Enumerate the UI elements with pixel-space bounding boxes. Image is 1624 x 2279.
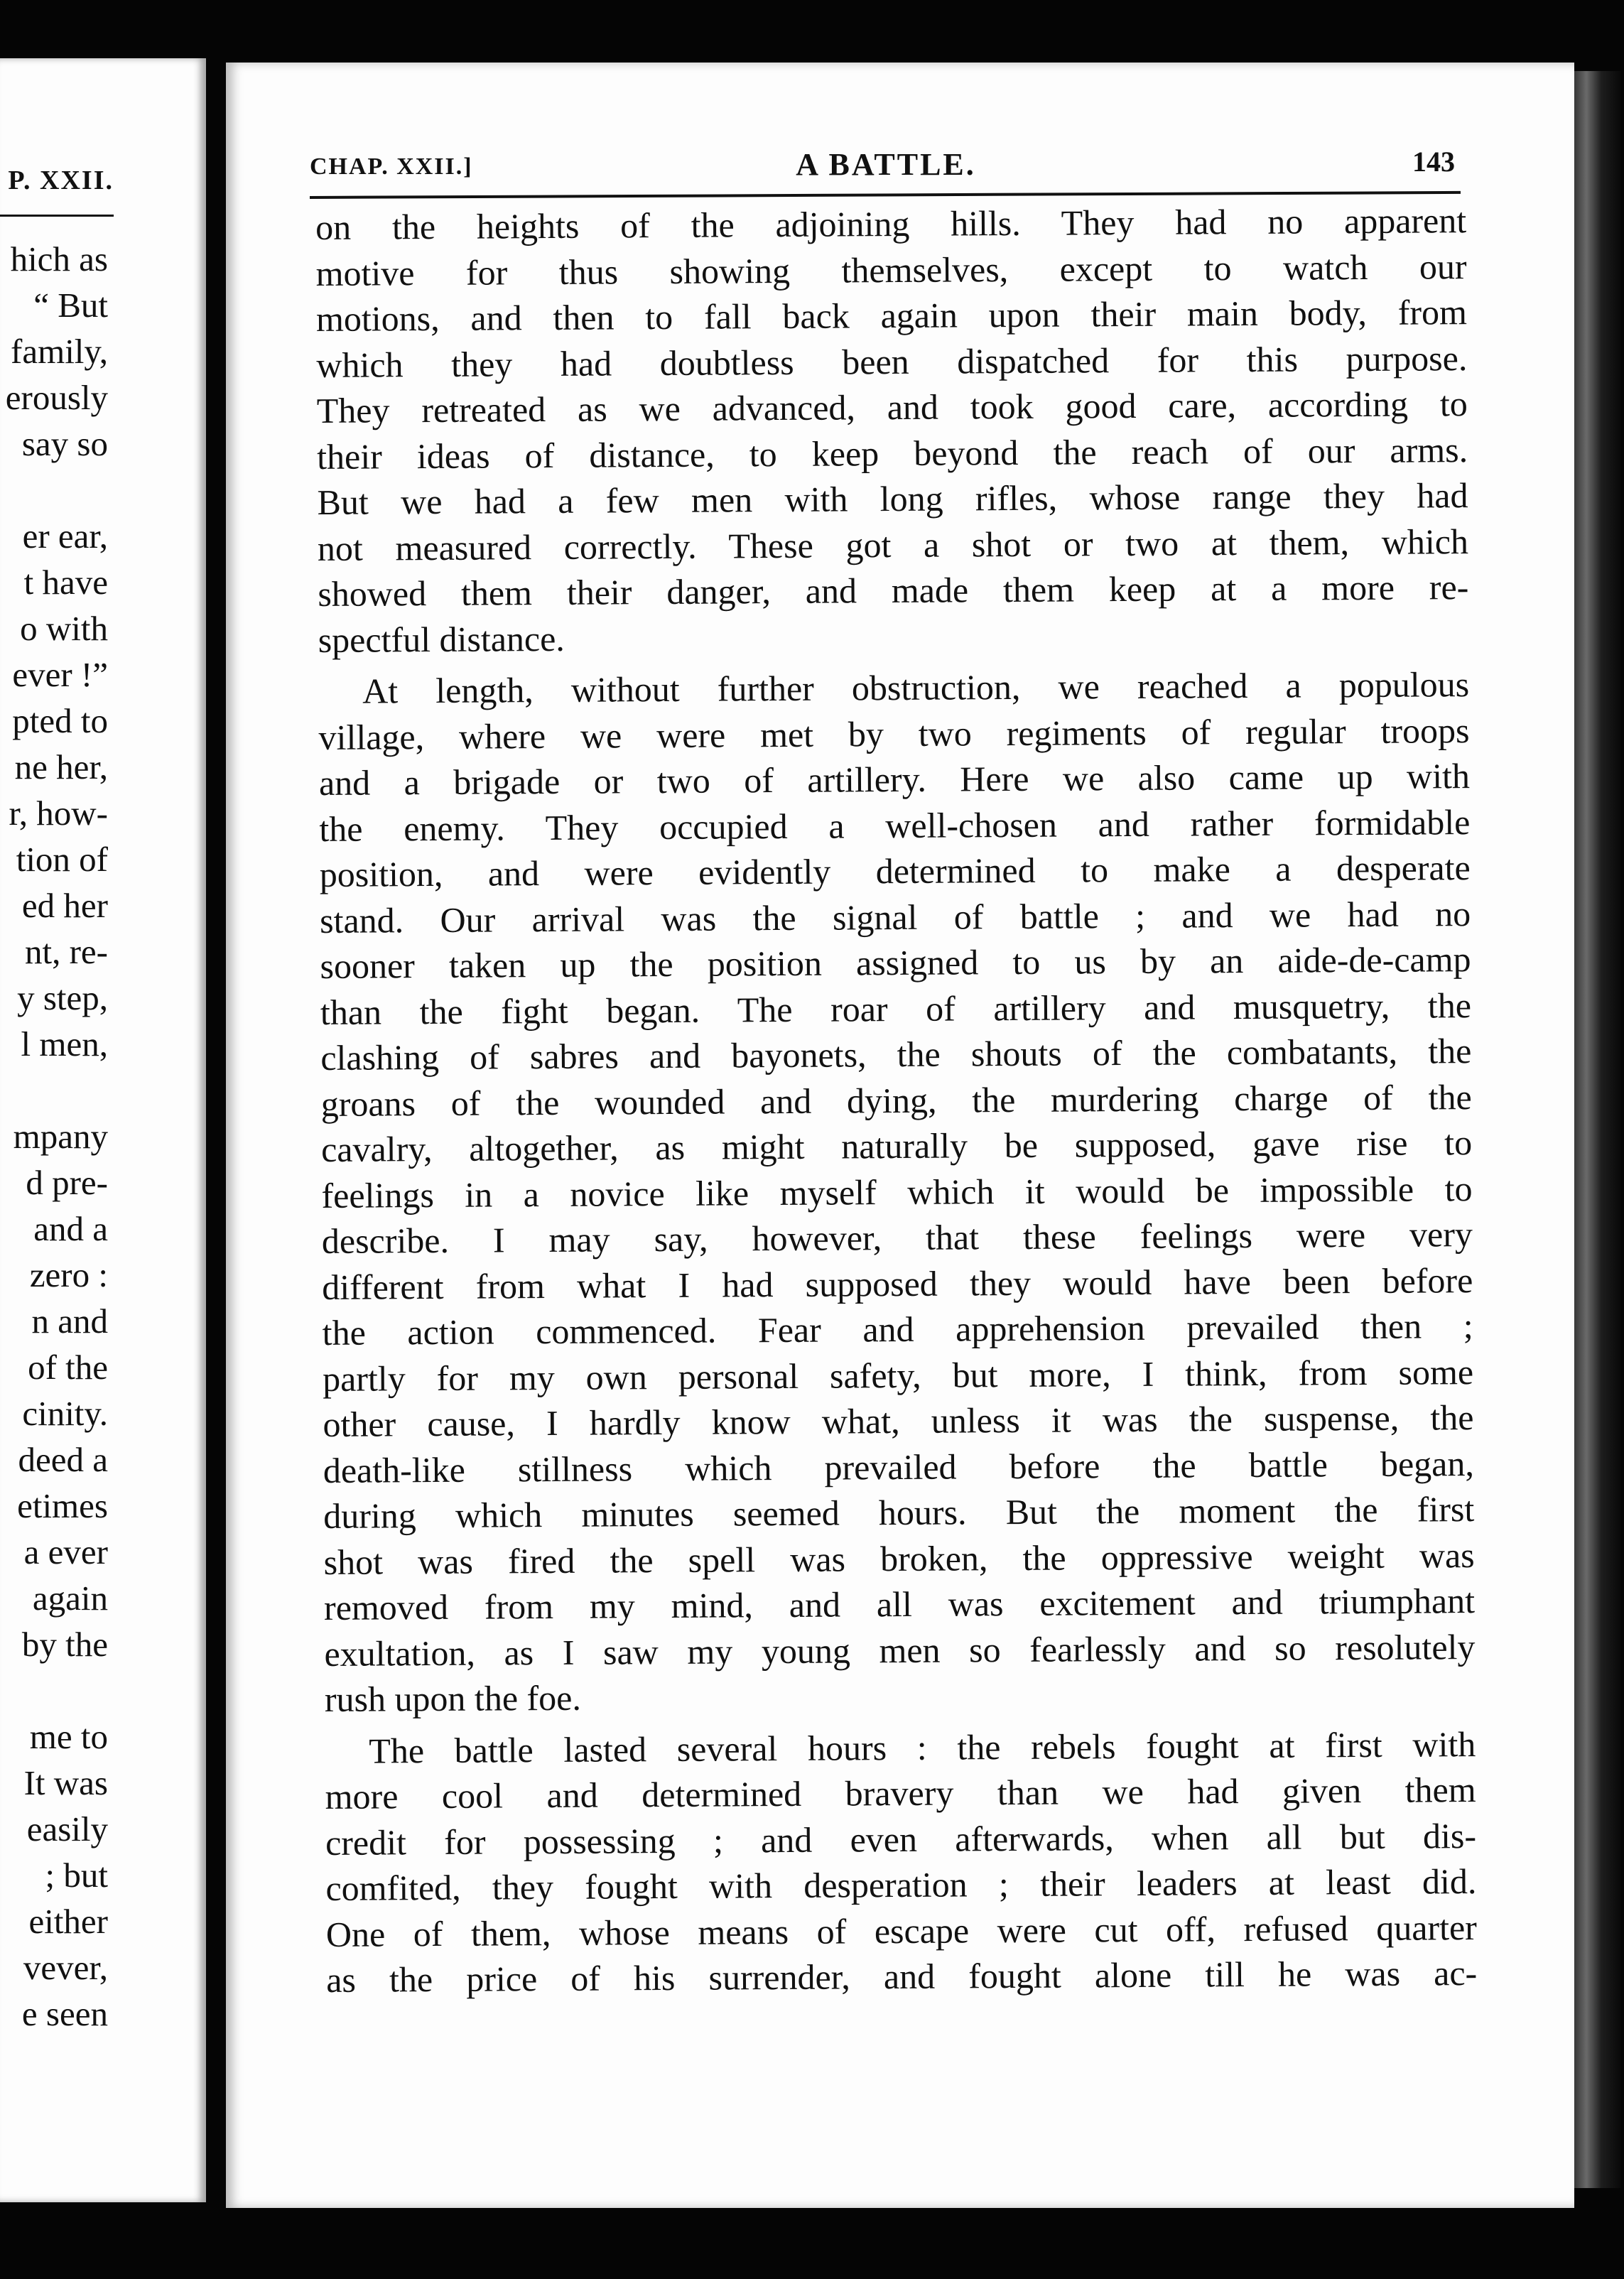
text-line: feelings in a novice like myself which it would be impossible to bbox=[321, 1168, 1473, 1216]
text-line: removed from my mind, and all was excitement and triumphant bbox=[323, 1581, 1476, 1628]
previous-page-line: zero : bbox=[29, 1255, 108, 1294]
previous-page-line: easily bbox=[26, 1809, 108, 1848]
previous-page-line: nt, re- bbox=[25, 932, 108, 971]
text-line: the action commenced. Fear and apprehension prevailed then ; bbox=[322, 1306, 1473, 1353]
previous-page-line: er ear, bbox=[22, 516, 108, 556]
paragraph bbox=[315, 197, 1469, 663]
previous-page-line: t have bbox=[23, 563, 108, 602]
previous-page-line: by the bbox=[21, 1625, 108, 1664]
text-line: other cause, I hardly know what, unless it was the suspense, the bbox=[323, 1397, 1474, 1444]
previous-page-line: of the bbox=[28, 1348, 108, 1387]
previous-page-paragraph-gap bbox=[6, 1067, 108, 1113]
previous-page-text bbox=[6, 236, 108, 2037]
text-line: sooner taken up the position assigned to us by an aide-de-camp bbox=[320, 939, 1471, 986]
text-line: during which minutes seemed hours. But the moment the first bbox=[323, 1489, 1475, 1536]
previous-page-head-rule bbox=[0, 215, 114, 217]
text-line: their ideas of distance, to keep beyond the reach of our arms. bbox=[316, 429, 1468, 477]
chapter-label: CHAP. XXII.] bbox=[310, 153, 473, 180]
previous-page-line: family, bbox=[11, 332, 108, 371]
text-line: cavalry, altogether, as might naturally be supposed, gave rise to bbox=[320, 1122, 1473, 1169]
text-line: The battle lasted several hours : the rebels fought at first with bbox=[369, 1723, 1476, 1771]
previous-page-line: vever, bbox=[23, 1948, 108, 1987]
text-line: and a brigade or two of artillery. Here we also came up with bbox=[318, 756, 1471, 803]
text-line: One of them, whose means of escape were cut off, refused quarter bbox=[325, 1907, 1478, 1954]
text-line: stand. Our arrival was the signal of battle ; and we had no bbox=[319, 893, 1471, 941]
previous-page-line: d pre- bbox=[26, 1163, 108, 1202]
text-line: rush upon the foe. bbox=[324, 1677, 582, 1719]
previous-page-line: pted to bbox=[12, 701, 108, 740]
text-line: than the fight began. The roar of artillery and musquetry, the bbox=[320, 985, 1472, 1032]
previous-page-line: hich as bbox=[10, 239, 108, 278]
previous-page-line: r, how- bbox=[9, 794, 108, 833]
previous-page-running-head: P. XXII. bbox=[8, 166, 114, 195]
previous-page-line: again bbox=[32, 1579, 108, 1618]
body-text bbox=[315, 197, 1477, 2003]
text-line: clashing of sabres and bayonets, the shouts of the combatants, the bbox=[320, 1031, 1472, 1078]
text-line: the enemy. They occupied a well-chosen and rather formidable bbox=[319, 801, 1471, 849]
previous-page-line: either bbox=[28, 1902, 108, 1941]
previous-page-line: and a bbox=[33, 1209, 108, 1248]
book-page bbox=[226, 63, 1574, 2208]
text-line: At length, without further obstruction, we reached a populous bbox=[362, 664, 1470, 711]
previous-page-line: cinity. bbox=[22, 1394, 108, 1433]
previous-page-line: a ever bbox=[23, 1532, 108, 1571]
previous-page-line: tion of bbox=[16, 840, 108, 879]
previous-page-line: e seen bbox=[21, 1994, 108, 2033]
previous-page-line: y step, bbox=[17, 978, 108, 1017]
previous-page-line: erously bbox=[5, 378, 108, 417]
page-edge-shadow bbox=[1571, 71, 1621, 2188]
previous-page-line: ; but bbox=[45, 1856, 108, 1895]
text-line: more cool and determined bravery than we had given them bbox=[325, 1770, 1476, 1817]
previous-page-line: ne her, bbox=[14, 747, 108, 786]
previous-page-line: “ But bbox=[33, 286, 108, 325]
text-line: position, and were evidently determined to make a desperate bbox=[319, 848, 1471, 894]
previous-page-line: say so bbox=[21, 424, 108, 463]
text-line: They retreated as we advanced, and took good care, according to bbox=[316, 384, 1468, 431]
text-line: death-like stillness which prevailed before the battle began, bbox=[323, 1443, 1475, 1490]
text-line: on the heights of the adjoining hills. They had no apparent bbox=[315, 200, 1467, 247]
previous-page-line: ed her bbox=[21, 886, 108, 925]
previous-page-paragraph-gap bbox=[6, 1667, 108, 1714]
text-line: spectful distance. bbox=[318, 618, 565, 660]
text-line: credit for possessing ; and even afterwards, when all but dis- bbox=[325, 1815, 1477, 1863]
head-rule bbox=[310, 191, 1461, 199]
text-line: exultation, as I saw my young men so fearlessly and so resolutely bbox=[324, 1626, 1476, 1674]
text-line: groans of the wounded and dying, the murdering charge of the bbox=[320, 1076, 1472, 1124]
text-line: which they had doubtless been dispatched for this purpose. bbox=[316, 337, 1468, 385]
text-line: comfited, they fought with desperation ; their leaders at least did. bbox=[325, 1861, 1477, 1908]
previous-page-line: n and bbox=[31, 1301, 108, 1341]
page-number: 143 bbox=[1412, 146, 1455, 178]
text-line: describe. I may say, however, that these feelings were very bbox=[321, 1214, 1473, 1261]
text-line: showed them their danger, and made them keep at a more re- bbox=[318, 567, 1469, 614]
text-line: different from what I had supposed they would have been before bbox=[322, 1260, 1473, 1307]
text-line: But we had a few men with long rifles, whose range they had bbox=[317, 475, 1468, 522]
previous-page-line: me to bbox=[29, 1717, 108, 1756]
text-line: partly for my own personal safety, but more, I think, from some bbox=[322, 1351, 1474, 1399]
running-head bbox=[310, 142, 1462, 192]
previous-page-line: etimes bbox=[17, 1486, 108, 1525]
previous-page-fragment bbox=[0, 58, 206, 2202]
previous-page-line: l men, bbox=[21, 1024, 108, 1063]
text-line: village, where we were met by two regiments of regular troops bbox=[318, 710, 1470, 757]
text-line: motive for thus showing themselves, except to watch our bbox=[315, 246, 1467, 293]
text-line: shot was fired the spell was broken, the oppressive weight was bbox=[323, 1534, 1475, 1582]
previous-page-line: mpany bbox=[13, 1117, 108, 1156]
previous-page-line: ever !” bbox=[12, 655, 108, 694]
text-line: not measured correctly. These got a shot or two at them, which bbox=[317, 521, 1469, 568]
previous-page-line: deed a bbox=[18, 1440, 108, 1479]
page-title: A BATTLE. bbox=[796, 147, 976, 182]
text-line: as the price of his surrender, and fought alone till he was ac- bbox=[326, 1953, 1478, 2000]
previous-page-line: It was bbox=[23, 1763, 108, 1802]
text-line: motions, and then to fall back again upon their main body, from bbox=[315, 292, 1468, 339]
paragraph bbox=[325, 1721, 1477, 2003]
paragraph bbox=[318, 661, 1476, 1722]
previous-page-line: o with bbox=[20, 609, 108, 648]
previous-page-paragraph-gap bbox=[6, 467, 108, 513]
